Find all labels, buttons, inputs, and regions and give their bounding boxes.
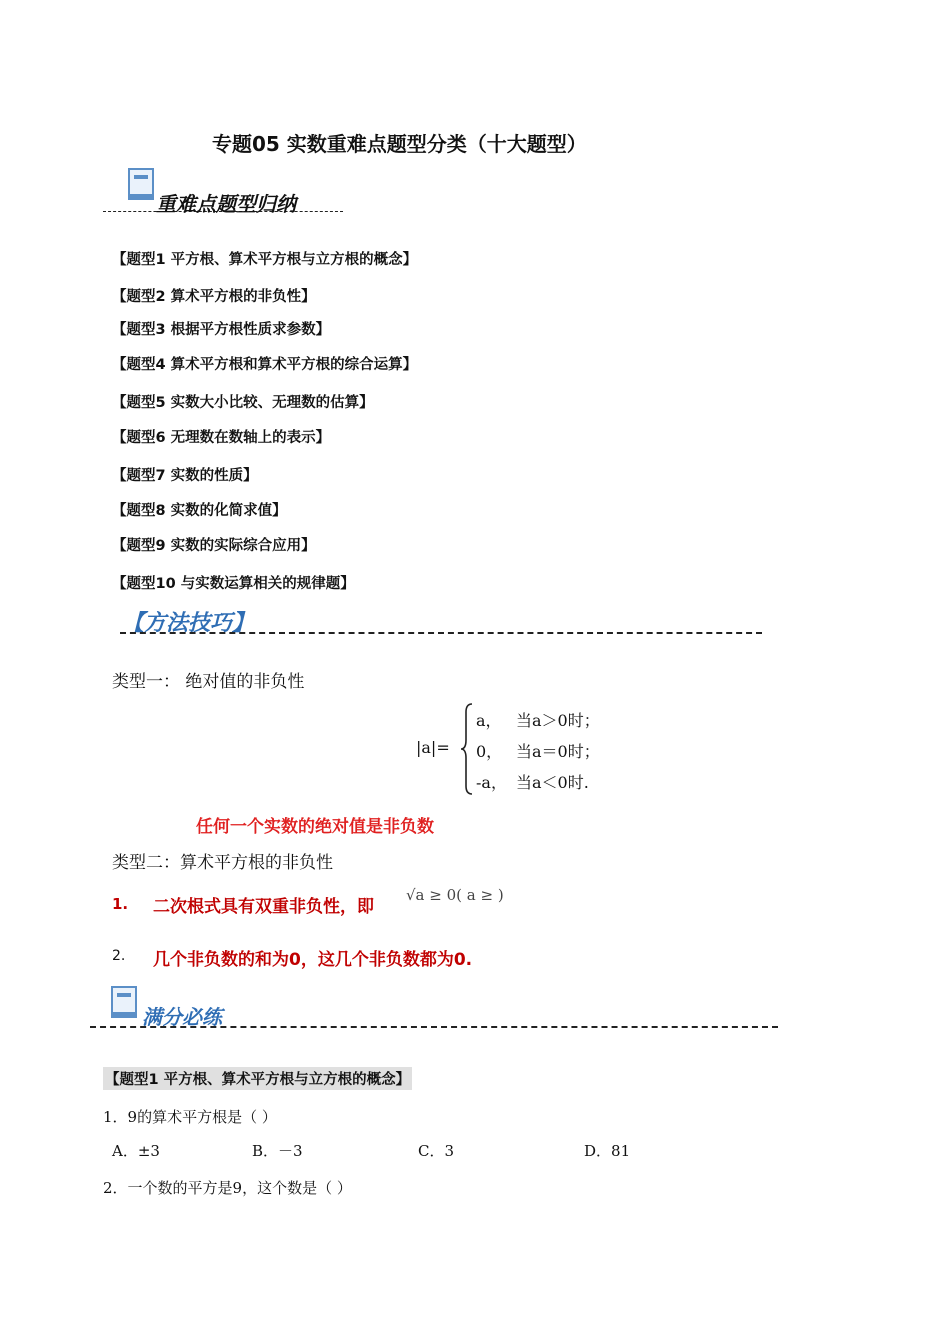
toc-item[interactable]: 【题型6 无理数在数轴上的表示】: [112, 430, 331, 446]
page-title: 专题05 实数重难点题型分类（十大题型）: [212, 132, 587, 156]
abs-note: 任何一个实数的绝对值是非负数: [196, 817, 434, 837]
toc-item[interactable]: 【题型1 平方根、算术平方根与立方根的概念】: [112, 252, 418, 268]
formula-cases: [476, 704, 600, 797]
case-expr: -a，: [476, 773, 507, 792]
question-stem: 1．9的算术平方根是（ ）: [103, 1108, 277, 1126]
document-search-icon: [128, 168, 154, 200]
toc-item[interactable]: 【题型2 算术平方根的非负性】: [112, 289, 316, 305]
sqrt-formula: √a ≥ 0( a ≥ ): [406, 886, 504, 904]
toc-item[interactable]: 【题型5 实数大小比较、无理数的估算】: [112, 395, 374, 411]
toc-item[interactable]: 【题型4 算术平方根和算术平方根的综合运算】: [112, 357, 418, 373]
option-d[interactable]: D．81: [584, 1142, 631, 1160]
option-c[interactable]: C．3: [418, 1142, 455, 1160]
case-row: [476, 735, 600, 766]
item-number: 1.: [112, 895, 129, 913]
toc-item[interactable]: 【题型7 实数的性质】: [112, 468, 258, 484]
case-row: [476, 704, 600, 735]
item-number: 2.: [112, 948, 126, 964]
case-cond: 当a＞0时；: [516, 711, 600, 730]
case-cond: 当a＝0时；: [516, 742, 600, 761]
type2-label: 类型二：算术平方根的非负性: [112, 853, 333, 873]
question-stem: 2．一个数的平方是9，这个数是（ ）: [103, 1179, 352, 1197]
document-search-icon: [111, 986, 137, 1018]
toc-item[interactable]: 【题型3 根据平方根性质求参数】: [112, 322, 331, 338]
toc-item[interactable]: 【题型10 与实数运算相关的规律题】: [112, 576, 355, 592]
option-a[interactable]: A．±3: [112, 1142, 160, 1160]
option-b[interactable]: B．－3: [252, 1142, 303, 1160]
brace-symbol: [460, 702, 474, 796]
formula-lhs: |a|=: [416, 738, 450, 757]
section-heading-summary: 重难点题型归纳: [156, 192, 296, 216]
toc-item[interactable]: 【题型8 实数的化简求值】: [112, 503, 287, 519]
case-cond: 当a＜0时.: [516, 773, 589, 792]
section-heading-practice: 满分必练: [142, 1005, 222, 1029]
case-expr: 0，: [476, 742, 503, 761]
toc-item[interactable]: 【题型9 实数的实际综合应用】: [112, 538, 316, 554]
item-text: 几个非负数的和为0，这几个非负数都为0.: [153, 950, 473, 970]
case-expr: a，: [476, 711, 502, 730]
case-row: [476, 766, 600, 797]
section-heading-methods: 【方法技巧】: [122, 610, 255, 636]
practice-topic: 【题型1 平方根、算术平方根与立方根的概念】: [103, 1067, 412, 1090]
divider: [120, 632, 762, 634]
type1-label: 类型一： 绝对值的非负性: [112, 672, 305, 692]
divider: [90, 1026, 778, 1028]
item-text: 二次根式具有双重非负性，即: [153, 897, 374, 917]
